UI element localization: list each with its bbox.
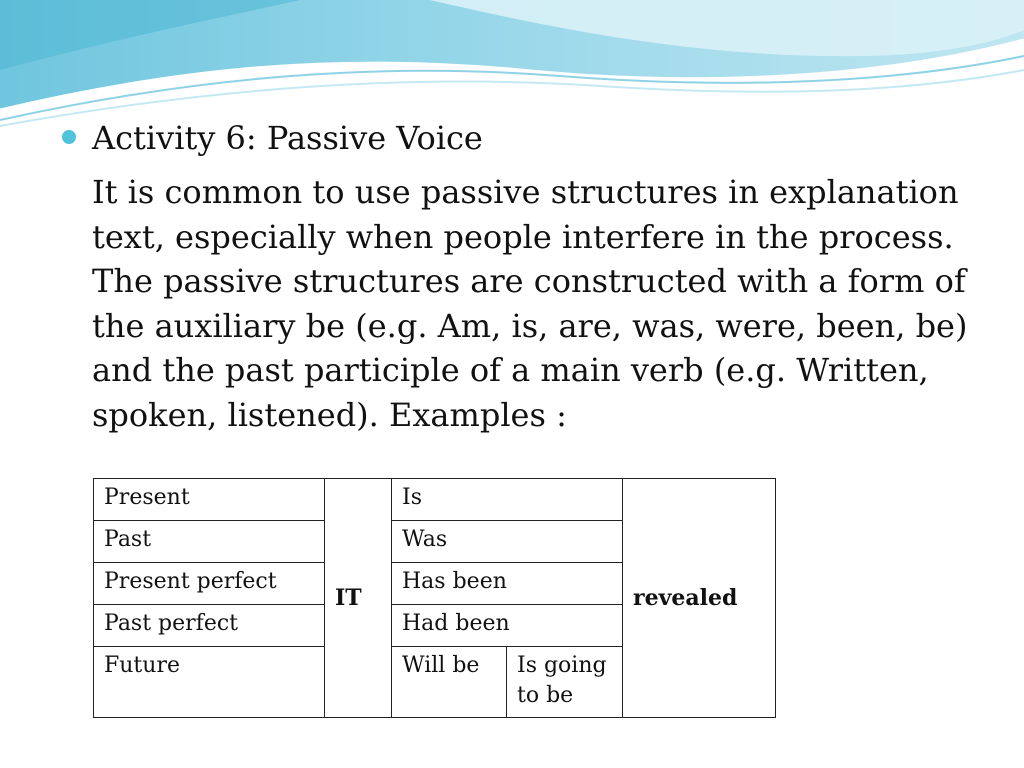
auxiliary-cell-present: Is bbox=[392, 479, 623, 521]
body-line: spoken, listened). Examples : bbox=[92, 395, 567, 434]
body-line: It is common to use passive structures in explanation bbox=[92, 173, 959, 211]
body-line: the auxiliary be (e.g. Am, is, are, was, were, been, be) bbox=[92, 306, 968, 345]
slide-heading: Activity 6: Passive Voice bbox=[92, 119, 483, 157]
auxiliary-cell-present-perfect: Has been bbox=[392, 563, 623, 605]
auxiliary-cell-future: Will be bbox=[392, 647, 507, 718]
auxiliary-cell-past: Was bbox=[392, 521, 623, 563]
body-line: text, especially when people interfere in the process. bbox=[92, 217, 954, 256]
auxiliary-cell-future-alt: Is going to be bbox=[507, 647, 623, 718]
body-line: and the past participle of a main verb (e.g. Written, bbox=[92, 351, 929, 389]
tense-cell-future: Future bbox=[94, 647, 325, 718]
auxiliary-cell-past-perfect: Had been bbox=[392, 605, 623, 647]
table-row bbox=[94, 479, 776, 521]
tense-cell-present: Present bbox=[94, 479, 325, 521]
passive-voice-examples-table bbox=[93, 478, 776, 718]
header-wave-decoration bbox=[0, 0, 1024, 130]
body-line: The passive structures are constructed with a form of bbox=[92, 262, 966, 300]
subject-cell: IT bbox=[325, 479, 392, 718]
main-verb-cell: revealed bbox=[623, 479, 776, 718]
tense-cell-past-perfect: Past perfect bbox=[94, 605, 325, 647]
tense-cell-present-perfect: Present perfect bbox=[94, 563, 325, 605]
bullet-icon bbox=[62, 130, 76, 144]
tense-cell-past: Past bbox=[94, 521, 325, 563]
slide-body-text bbox=[92, 170, 968, 437]
